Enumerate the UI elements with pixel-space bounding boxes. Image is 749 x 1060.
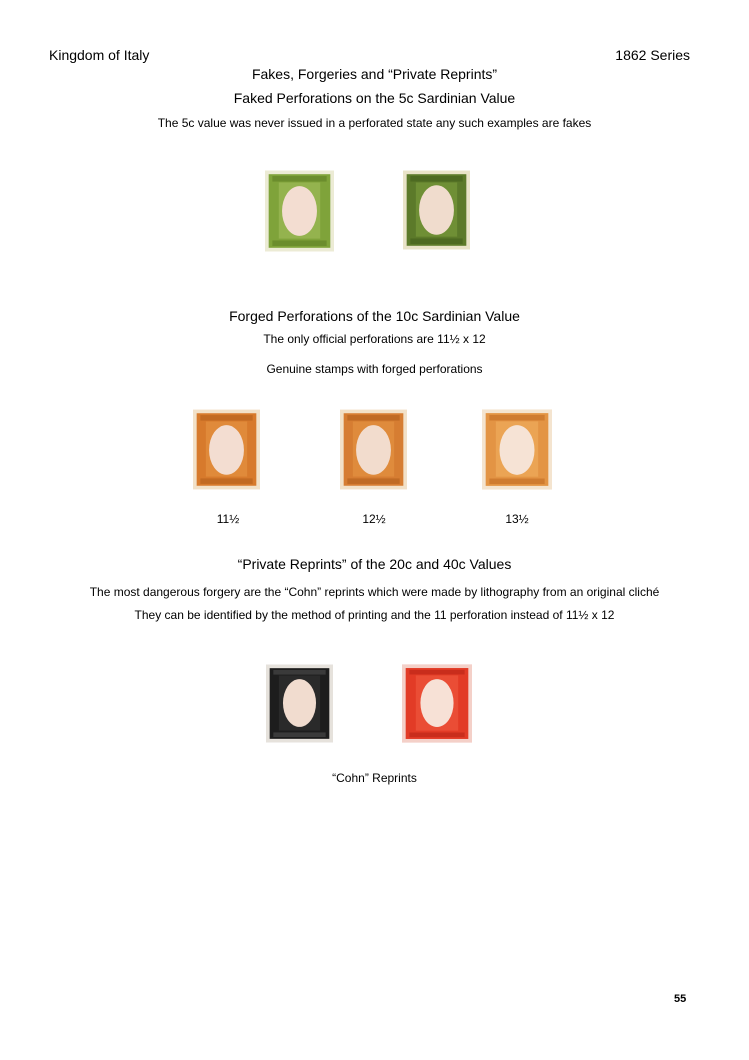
perf-label-2: 12½ xyxy=(362,512,386,526)
stamp-40c-red xyxy=(399,661,475,746)
stamp-10c-2-image xyxy=(340,409,407,490)
perf-label-1: 11½ xyxy=(216,512,240,526)
stamp-5c-green-2 xyxy=(400,167,473,253)
stamp-10c-1-image xyxy=(193,409,260,490)
header-right: 1862 Series xyxy=(615,47,690,63)
reprints-caption: “Cohn” Reprints xyxy=(332,771,417,785)
stamp-20c-black-image xyxy=(266,664,333,743)
forged10-note2: Genuine stamps with forged perforations xyxy=(266,362,483,376)
stamp-5c-green-2-image xyxy=(403,170,470,250)
forged10-title: Forged Perforations of the 10c Sardinian Value xyxy=(229,308,520,324)
reprints-title: “Private Reprints” of the 20c and 40c Values xyxy=(237,556,512,572)
stamp-20c-black xyxy=(263,661,336,746)
forged10-note1: The only official perforations are 11½ x 12 xyxy=(263,332,486,346)
stamp-10c-3 xyxy=(479,406,555,493)
stamp-10c-3-image xyxy=(482,409,552,490)
fake5-note: The 5c value was never issued in a perforated state any such examples are fakes xyxy=(157,116,592,130)
reprints-note1: The most dangerous forgery are the “Cohn” reprints which were made by lithography from an original cliché xyxy=(89,585,660,599)
stamp-10c-2 xyxy=(337,406,410,493)
reprints-note2: They can be identified by the method of printing and the 11 perforation instead of 11½ x 12 xyxy=(134,608,615,622)
fake5-title: Faked Perforations on the 5c Sardinian Value xyxy=(233,90,516,106)
stamp-5c-green-1 xyxy=(262,167,337,255)
stamp-5c-green-1-image xyxy=(265,170,334,252)
page-number: 55 xyxy=(674,993,687,1005)
stamp-40c-red-image xyxy=(402,664,472,743)
perf-label-3: 13½ xyxy=(505,512,529,526)
page-title: Fakes, Forgeries and “Private Reprints” xyxy=(251,66,498,82)
header-left: Kingdom of Italy xyxy=(49,47,150,63)
stamp-10c-1 xyxy=(190,406,263,493)
